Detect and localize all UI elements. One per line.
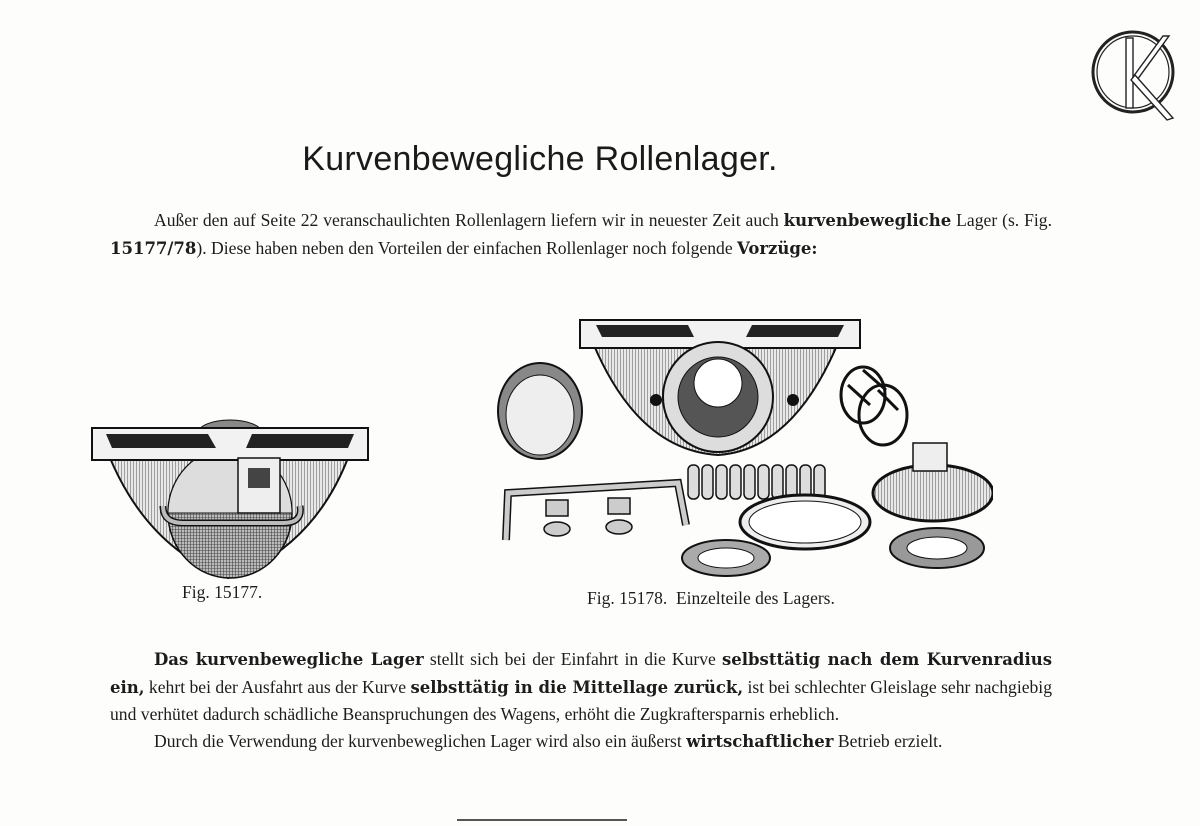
assembled-bearing-illustration	[88, 418, 373, 583]
body-text: Durch die Verwendung der kurvenbeweglichen Lager wird also ein äußerst	[154, 730, 687, 751]
intro-text: Lager (s. Fig.	[951, 210, 1052, 230]
figure-caption-15178: Fig. 15178. Einzelteile des Lagers.	[587, 588, 835, 608]
intro-bold-fig-number: 15177/78	[110, 238, 197, 258]
body-bold-subject: Das kurvenbewegliche Lager	[154, 650, 424, 669]
body-bold-entry: selbsttätig nach dem Kurvenradius ein,	[110, 650, 1052, 697]
bearing-cover	[873, 443, 993, 521]
ck-monogram-logo	[1085, 22, 1185, 122]
body-text: kehrt bei der Ausfahrt aus der Kurve	[144, 676, 411, 697]
section-divider	[457, 819, 627, 821]
figure-15177-assembled-bearing	[88, 418, 373, 583]
roller-cage	[841, 367, 907, 445]
figure-caption-15177: Fig. 15177.	[182, 582, 263, 602]
body-bold-economical: wirtschaftlicher	[686, 731, 834, 751]
intro-bold-vorzuege: Vorzüge:	[737, 238, 818, 258]
bearing-parts-illustration	[488, 315, 993, 577]
figure-15178-bearing-parts	[488, 315, 993, 577]
bearing-housing	[580, 320, 860, 455]
body-text: ist bei schlechter Gleislage sehr nachgiebig und verhütet dadurch schädliche Beanspruchungen des Wagens, erhöht die Zugkraftersparnis erheblich.	[110, 676, 1052, 724]
body-text: Betrieb erzielt.	[833, 730, 943, 751]
page-title: Kurvenbewegliche Rollenlager.	[302, 140, 778, 178]
bearing-sleeve	[498, 363, 582, 459]
body-paragraph	[110, 646, 1052, 755]
body-text: stellt sich bei der Einfahrt in die Kurve	[423, 649, 722, 669]
body-bold-exit: selbsttätig in die Mittellage zurück,	[410, 677, 744, 697]
intro-paragraph	[110, 207, 1052, 262]
intro-text: Außer den auf Seite 22 veranschaulichten Rollenlagern liefern wir in neuester Zeit auch	[154, 210, 784, 230]
logo-icon	[1085, 22, 1185, 122]
intro-bold-kurvenbewegliche: kurvenbewegliche	[783, 211, 952, 230]
intro-text: ). Diese haben neben den Vorteilen der einfachen Rollenlager noch folgende	[196, 237, 738, 258]
